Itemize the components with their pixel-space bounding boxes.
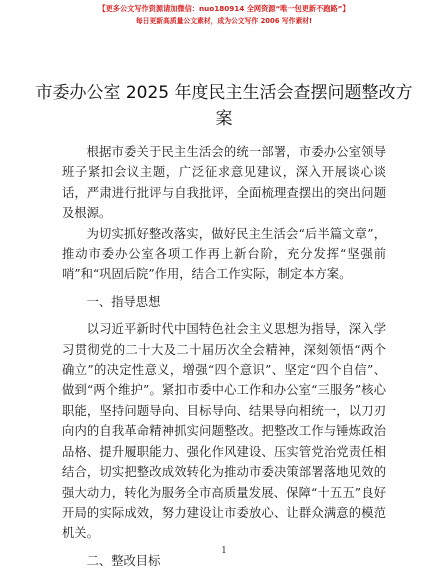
promo-banner xyxy=(0,4,448,26)
section-heading-guiding-thought: 一、指导思想 xyxy=(86,294,161,309)
page-number: 1 xyxy=(221,546,227,556)
promo-banner-line-2: 每日更新高质量公文素材，成为公文写作 2006 写作素材! xyxy=(135,17,313,25)
intro-paragraph-1: 根据市委关于民主生活会的统一部署，市委办公室领导班子紧扣会议主题，广泛征求意见建议，深入开展谈心谈话，严肃进行批评与自我批评，全面梳理查摆出的突出问题及根源。 xyxy=(62,145,386,221)
promo-banner-line-1: 【更多公文写作资源请加微信：nuo180914 全网资源“唯一包更新不跑路”】 xyxy=(98,4,350,13)
document-body xyxy=(62,142,386,578)
guiding-thought-paragraph: 以习近平新时代中国特色社会主义思想为指导，深入学习贯彻党的二十大及二十届历次全会精神，深刻领悟“两个确立”的决定性意义，增强“四个意识”、坚定“四个自信”、做到“两个维护”。紧扣市委中心工作和办公室“三服务”核心职能，坚持问题导向、目标导向、结果导向相统一，以刀刃向内的自我革命精神抓实问题整改。把整改工作与锤炼政治品格、提升履职能力、强化作风建设、压实管党治党责任相结合，切实把整改成效转化为推动市委决策部署落地见效的强大动力，转化为服务全市高质量发展、保障“十五五”良好开局的实际成效，努力建设让市委放心、让群众满意的模范机关。 xyxy=(62,322,386,541)
intro-paragraph-2: 为切实抓好整改落实，做好民主生活会“后半篇文章”，推动市委办公室各项工作再上新台阶，充分发挥“坚强前哨”和“巩固后院”作用，结合工作实际，制定本方案。 xyxy=(62,226,386,282)
document-title: 市委办公室 2025 年度民主生活会查摆问题整改方案 xyxy=(35,83,413,129)
section-heading-rectification-goals: 二、整改目标 xyxy=(86,553,161,568)
